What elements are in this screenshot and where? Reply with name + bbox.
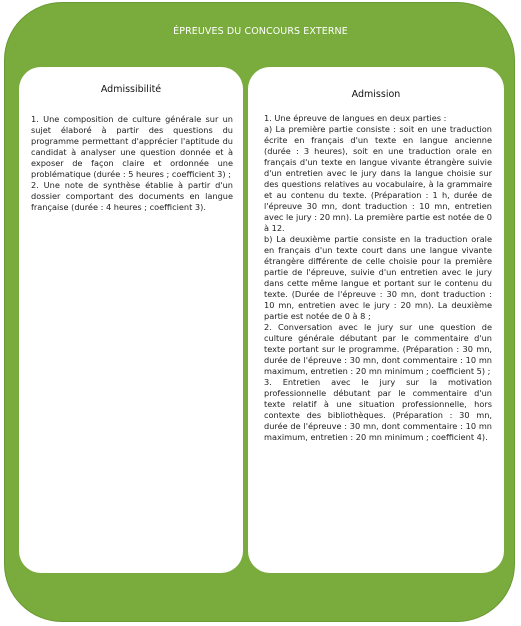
admission-item-1a: a) La première partie consiste : soit en une traduction écrite en français d'un texte en langue ancienne (durée : 3 heures), soit en une traduction orale en français d'un texte en langue vivante étrangère suivie d'un entretien avec le jury dans la langue choisie sur des questions relatives au vocabulaire, à la grammaire et au contenu du texte. (Préparation : 1 h, durée de l'épreuve 30 mn, dont traduction : 10 mn, entretien avec le jury : 20 mn). La première partie est notée de 0 à 12. xyxy=(264,124,492,233)
admission-item-3: 3. Entretien avec le jury sur la motivation professionnelle débutant par le commentaire d'un texte relatif à une situation professionnelle, hors contexte des bibliothèques. (Préparation : 30 mn, durée de l'épreuve : 30 mn, dont commentaire : 10 mn maximum, entretien : 20 mn minimum ; coefficient 4). xyxy=(264,377,492,442)
admissibilite-title: Admissibilité xyxy=(100,84,162,95)
admissibilite-panel xyxy=(19,67,243,573)
admission-item-1: 1. Une épreuve de langues en deux parties : xyxy=(264,113,447,123)
admission-item-1b: b) La deuxième partie consiste en la traduction orale en français d'un texte court dans une langue vivante étrangère différente de celle choisie pour la première partie de l'épreuve, suivie d'un entretien avec le jury dans cette même langue et portant sur le contenu du texte. (Durée de l'épreuve : 30 mn, dont traduction : 10 mn, entretien avec le jury : 20 mn). La deuxième partie est notée de 0 à 8 ; xyxy=(264,234,492,321)
admission-title: Admission xyxy=(351,89,401,100)
admissibilite-body xyxy=(31,114,233,213)
admissibilite-item-1: 1. Une composition de culture générale sur un sujet élaboré à partir des questions du programme permettant d'apprécier l'aptitude du candidat à analyser une question donnée et à exposer de façon claire et ordonnée une problématique (durée : 5 heures ; coefficient 3) ; xyxy=(31,114,233,179)
admission-item-2: 2. Conversation avec le jury sur une question de culture générale débutant par le commentaire d'un texte portant sur le programme. (Préparation : 30 mn, durée de l'épreuve : 30 mn, dont commentaire : 10 mn maximum, entretien : 20 mn minimum ; coefficient 5) ; xyxy=(264,322,492,376)
admissibilite-item-2: 2. Une note de synthèse établie à partir d'un dossier comportant des documents en langue française (durée : 4 heures ; coefficient 3). xyxy=(31,180,233,212)
main-title: ÉPREUVES DU CONCOURS EXTERNE xyxy=(173,26,348,37)
admission-body xyxy=(264,113,492,443)
admission-panel xyxy=(248,67,504,573)
